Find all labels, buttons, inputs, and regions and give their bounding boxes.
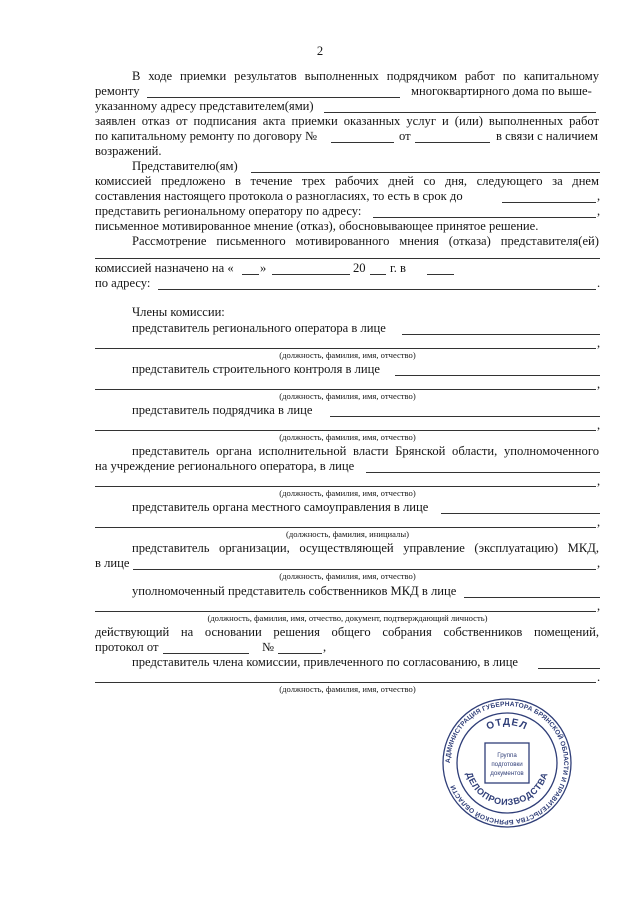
protocol-number-line — [278, 653, 322, 654]
member-6-caption: (должность, фамилия, имя, отчество) — [279, 571, 416, 581]
member-4-comma: , — [597, 474, 601, 488]
member-4-line-a — [366, 472, 600, 473]
member-4-label-2: на учреждение регионального оператора, в лице — [95, 459, 355, 473]
intro-line-6: возражений. — [95, 144, 162, 158]
repair-type-line — [147, 97, 400, 98]
member-2-line-a — [395, 375, 600, 376]
member-3-label: представитель подрядчика в лице — [132, 403, 313, 417]
member-1-line-a — [402, 334, 600, 335]
member-5-line-a — [441, 513, 600, 514]
member-8-line-b — [95, 682, 596, 683]
contract-number-line — [331, 142, 394, 143]
review-line-2a: комиссией назначено на « — [95, 261, 234, 275]
deadline-line — [502, 202, 596, 203]
member-6-label-2: в лице — [95, 556, 130, 570]
office-stamp — [441, 697, 573, 829]
member-6-comma: , — [597, 556, 601, 570]
review-line-3: по адресу: — [95, 276, 151, 290]
reps-line-3-comma: , — [597, 189, 601, 203]
review-day-line — [242, 274, 259, 275]
review-line-2d: г. в — [390, 261, 406, 275]
member-5-label: представитель органа местного самоуправления в лице — [132, 500, 429, 514]
member-8-caption: (должность, фамилия, имя, отчество) — [279, 684, 416, 694]
reps-line-4: представить региональному оператору по адресу: — [95, 204, 362, 218]
member-8-label: представитель члена комиссии, привлеченного по согласованию, в лице — [132, 655, 519, 669]
member-7-line-b — [95, 611, 596, 612]
member-4-line-b — [95, 486, 596, 487]
member-4-label-1: представитель органа исполнительной власти Брянской области, уполномоченного — [132, 444, 599, 458]
member-1-caption: (должность, фамилия, имя, отчество) — [279, 350, 416, 360]
member-6-label-1: представитель организации, осуществляющей управление (эксплуатацию) МКД, — [132, 541, 599, 555]
reps-line-5: письменное мотивированное мнение (отказ), обосновывающее принятое решение. — [95, 219, 539, 233]
member-5-caption: (должность, фамилия, инициалы) — [286, 529, 409, 539]
members-heading: Члены комиссии: — [132, 305, 225, 319]
member-3-line-a — [330, 416, 600, 417]
member-4-caption: (должность, фамилия, имя, отчество) — [279, 488, 416, 498]
member-6-line — [133, 569, 596, 570]
reps-name-line — [251, 172, 600, 173]
stamp-ring-text: АДМИНИСТРАЦИЯ ГУБЕРНАТОРА БРЯНСКОЙ ОБЛАСТИ И ПРАВИТЕЛЬСТВА БРЯНСКОЙ ОБЛАСТИ — [444, 700, 570, 826]
member-5-comma: , — [597, 515, 601, 529]
reps-line-3: составления настоящего протокола о разногласиях, то есть в срок до — [95, 189, 463, 203]
member-7-line-a — [464, 597, 600, 598]
member-1-line-b — [95, 348, 596, 349]
member-2-comma: , — [597, 377, 601, 391]
review-line-2c: 20 — [353, 261, 366, 275]
review-line-2b: » — [260, 261, 267, 275]
member-2-line-b — [95, 389, 596, 390]
member-7-comma: , — [597, 599, 601, 613]
member-7-protocol-comma: , — [323, 640, 327, 654]
member-1-label: представитель регионального оператора в лице — [132, 321, 386, 335]
intro-line-2a: ремонту — [95, 84, 140, 98]
member-7-protocol-b: № — [262, 640, 275, 654]
member-8-line-a — [538, 668, 600, 669]
stamp-department-text: ОТДЕЛ — [484, 716, 530, 733]
intro-line-1: В ходе приемки результатов выполненных подрядчиком работ по капитальному — [132, 69, 599, 83]
review-blank-line — [95, 258, 600, 259]
reps-line-4-comma: , — [597, 204, 601, 218]
intro-line-2b: многоквартирного дома по выше- — [411, 84, 592, 98]
intro-line-5a: по капитальному ремонту по договору № — [95, 129, 318, 143]
representatives-line — [324, 112, 596, 113]
review-address-line — [158, 289, 596, 290]
intro-line-4: заявлен отказ от подписания акта приемки оказанных услуг и (или) выполненных работ — [95, 114, 599, 128]
stamp-box-line-1: Группа — [497, 752, 517, 759]
review-line-1: Рассмотрение письменного мотивированного мнения (отказа) представителя(ей) — [132, 234, 599, 248]
member-3-comma: , — [597, 418, 601, 432]
member-8-period: . — [597, 670, 601, 684]
page-number: 2 — [316, 44, 324, 58]
reps-line-2: комиссией предложено в течение трех рабочих дней со дня, следующего за днем — [95, 174, 599, 188]
member-1-comma: , — [597, 336, 601, 350]
review-line-3-period: . — [597, 276, 601, 290]
member-7-protocol-a: протокол от — [95, 640, 159, 654]
member-2-label: представитель строительного контроля в лице — [132, 362, 380, 376]
member-5-line-b — [95, 527, 596, 528]
contract-date-line — [415, 142, 490, 143]
protocol-date-line — [163, 653, 249, 654]
reps-line-1: Представителю(ям) — [132, 159, 238, 173]
member-2-caption: (должность, фамилия, имя, отчество) — [279, 391, 416, 401]
member-3-caption: (должность, фамилия, имя, отчество) — [279, 432, 416, 442]
member-7-basis: действующий на основании решения общего собрания собственников помещений, — [95, 625, 599, 639]
stamp-box-line-2: подготовки — [491, 761, 523, 768]
review-month-line — [272, 274, 350, 275]
stamp-box-line-3: документов — [490, 770, 524, 777]
operator-address-line — [373, 217, 596, 218]
member-7-label: уполномоченный представитель собственников МКД в лице — [132, 584, 457, 598]
stamp-office-text: ДЕЛОПРОИЗВОДСТВА — [464, 770, 550, 808]
intro-line-5b: от — [399, 129, 411, 143]
member-7-caption: (должность, фамилия, имя, отчество, документ, подтверждающий личность) — [207, 613, 488, 623]
review-time-line — [427, 274, 454, 275]
member-3-line-b — [95, 430, 596, 431]
intro-line-3: указанному адресу представителем(ями) — [95, 99, 314, 113]
intro-line-5c: в связи с наличием — [496, 129, 598, 143]
review-year-line — [370, 274, 386, 275]
